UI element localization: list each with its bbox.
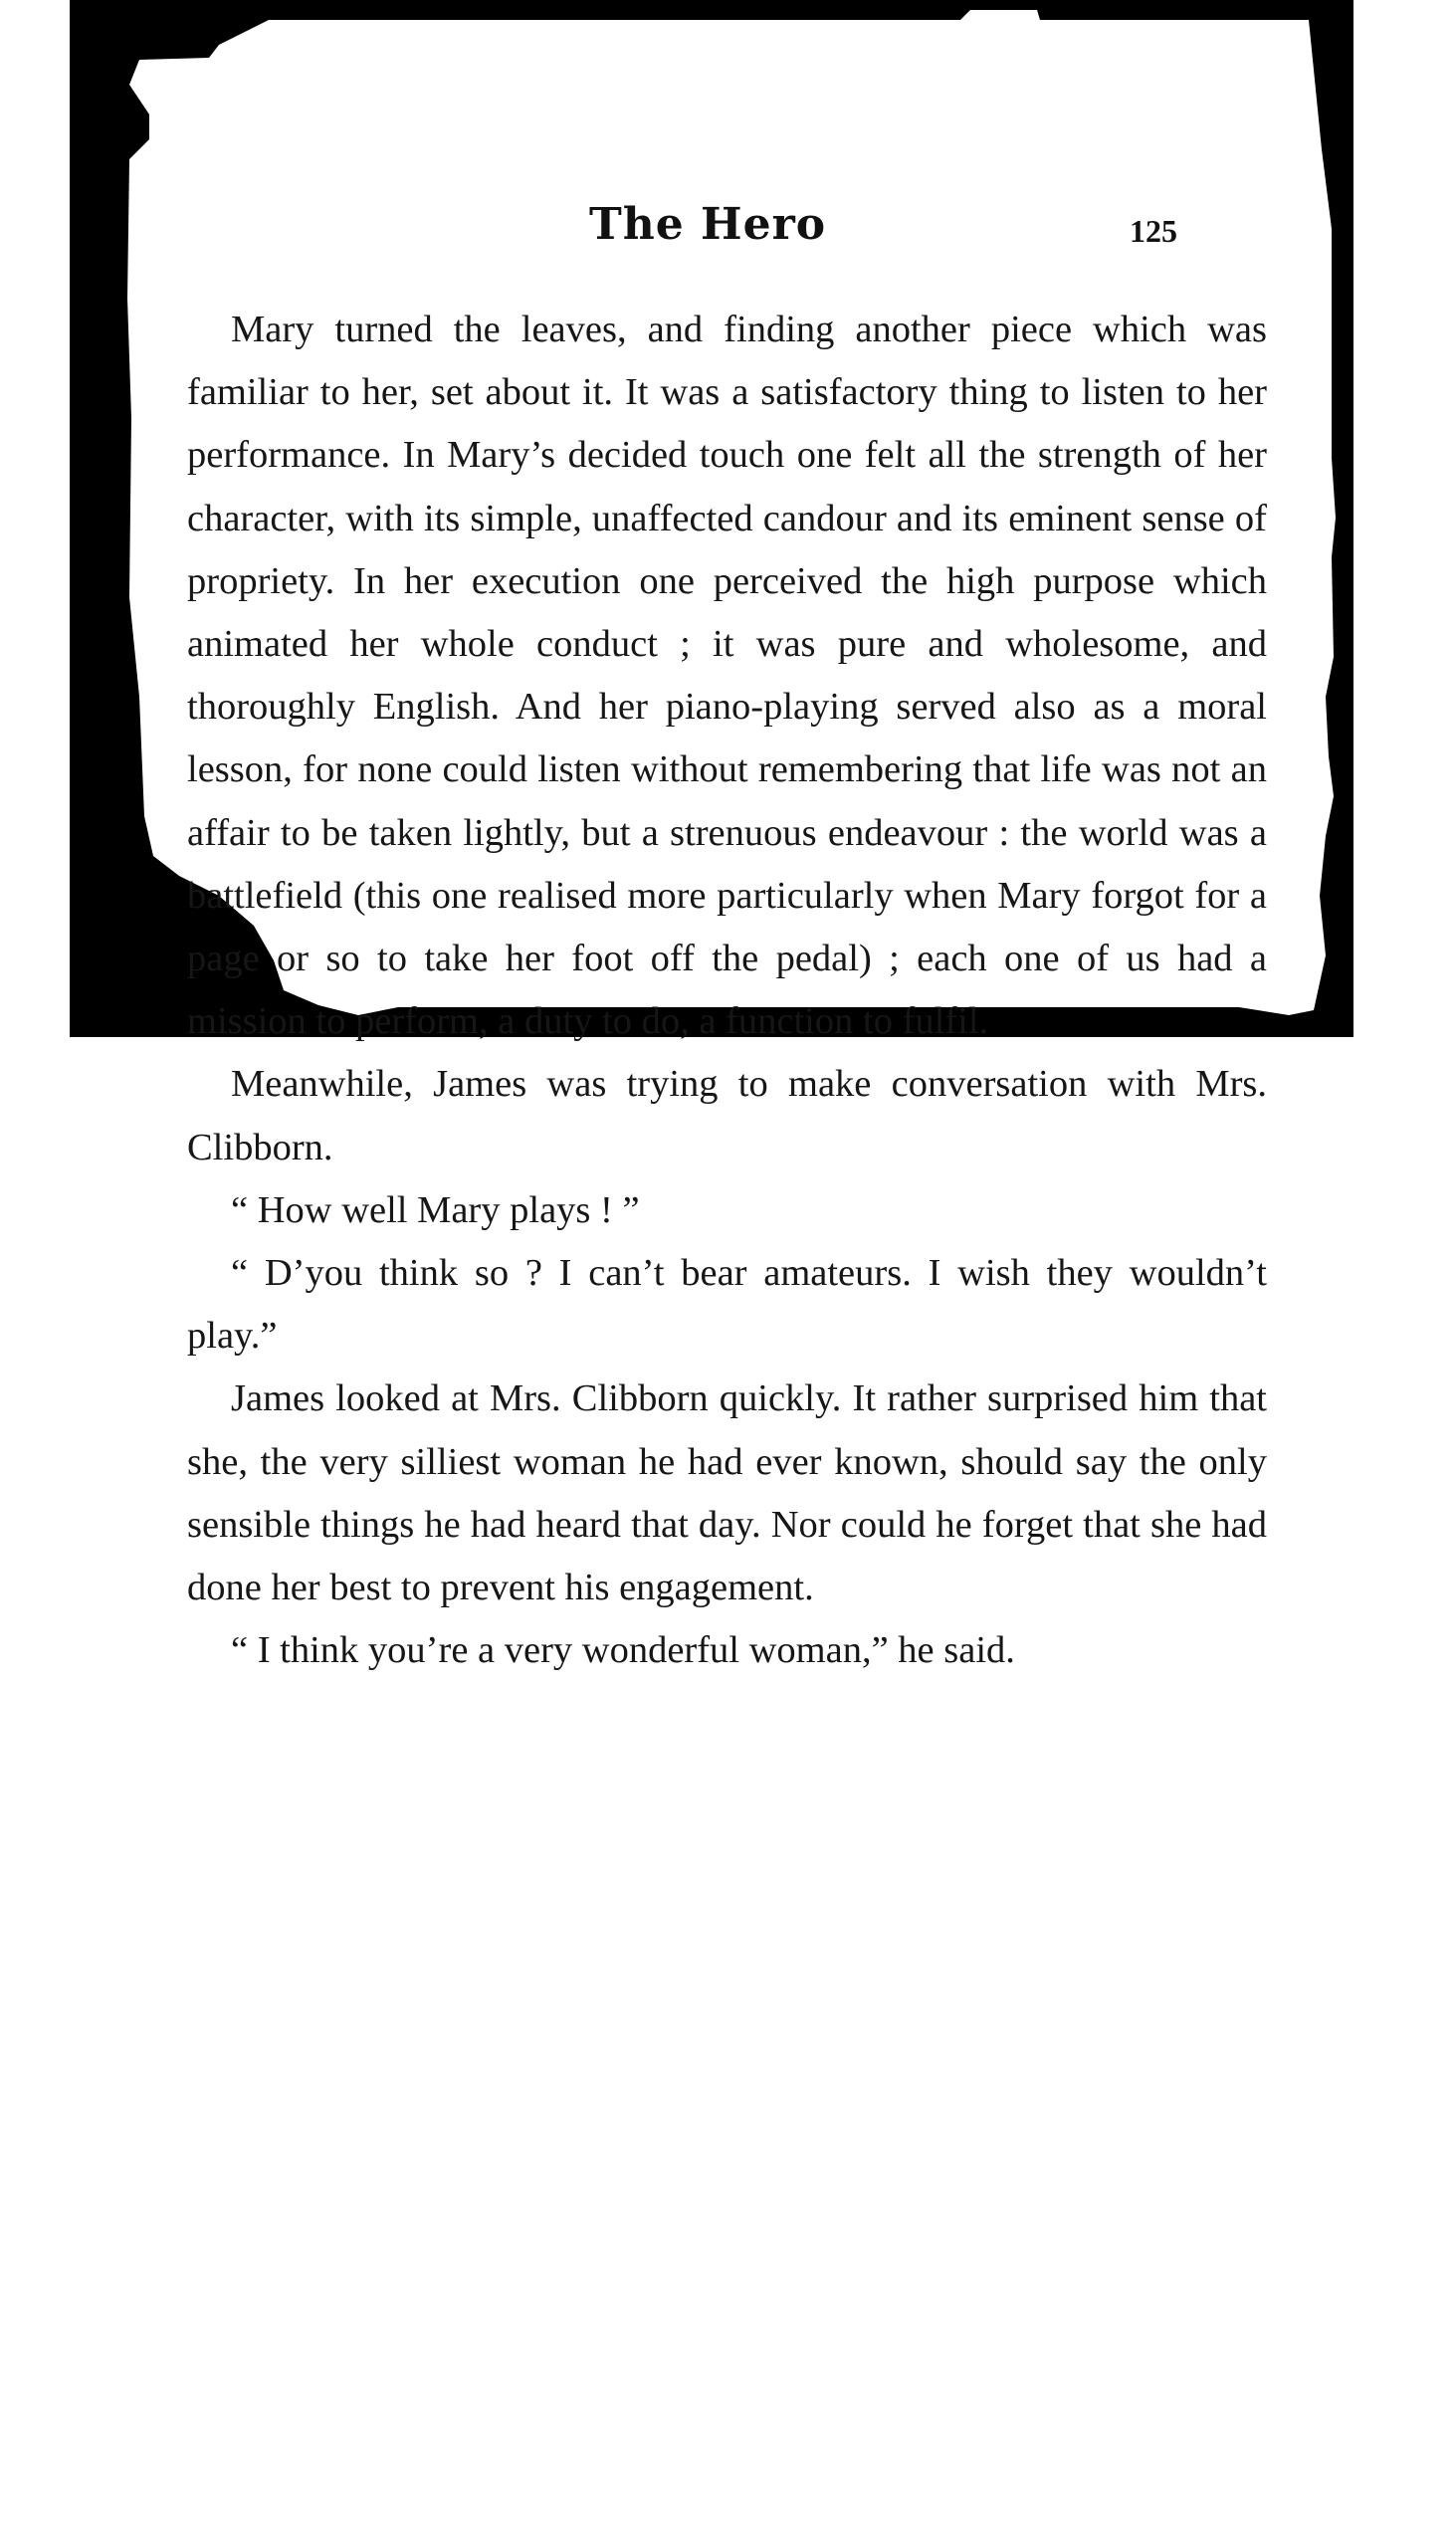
body-text [187,299,1267,1682]
paragraph: “ How well Mary plays ! ” [231,1188,640,1231]
book-page [70,0,1353,1672]
paragraph: Mary turned the leaves, and finding another piece which was familiar to her, set about it. It was a satisfactory thing to listen to her performance. In Mary’s decided touch one felt all the strength of her character, with its simple, unaffected candour and its eminent sense of propriety. In her execution one perceived the high purpose which animated her whole conduct ; it was pure and wholesome, and thoroughly English. And her piano-playing served also as a moral lesson, for none could listen without remembering that life was not an affair to be taken lightly, but a strenuous endeavour : the world was a battlefield (this one realised more particularly when Mary forgot for a page or so to take her foot off the pedal) ; each one of us had a mission to perform, a duty to do, a function to fulfil. [187,309,1267,1043]
paragraph: “ D’you think so ? I can’t bear amateurs. I wish they wouldn’t play.” [187,1252,1267,1358]
paragraph: Meanwhile, James was trying to make conversation with Mrs. Clibborn. [187,1063,1267,1168]
running-head [70,199,1353,259]
paragraph: James looked at Mrs. Clibborn quickly. It rather surprised him that she, the very silliest woman he had ever known, should say the only sensible things he had heard that day. Nor could he forget that she had done her best to prevent his engagement. [187,1377,1267,1609]
running-head-title: The Hero [589,199,827,250]
paragraph: “ I think you’re a very wonderful woman,” he said. [231,1629,1015,1672]
page-number: 125 [1130,213,1177,249]
